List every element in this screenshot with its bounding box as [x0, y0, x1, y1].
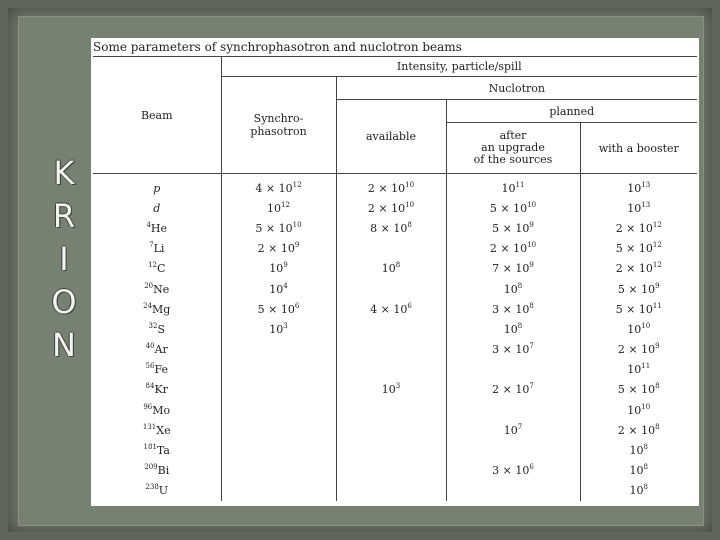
synchrophasotron-cell	[221, 420, 336, 440]
available-cell	[336, 440, 446, 460]
beam-parameters-table	[93, 56, 697, 501]
after-upgrade-cell	[446, 440, 580, 460]
table-row	[93, 218, 697, 238]
side-letter: N	[52, 326, 76, 364]
synchrophasotron-cell: $5 \times 10^{10}$	[221, 218, 336, 238]
available-cell: $2 \times 10^{10}$	[336, 198, 446, 218]
with-booster-cell: $10^8$	[580, 481, 697, 501]
after-upgrade-cell: $3 \times 10^7$	[446, 340, 580, 360]
table-row	[93, 198, 697, 218]
beam-cell: $^{20}$Ne	[144, 281, 170, 296]
after-upgrade-cell: $3 \times 10^6$	[446, 461, 580, 481]
table-row	[93, 360, 697, 380]
available-cell	[336, 420, 446, 440]
table-row	[93, 380, 697, 400]
available-cell	[336, 340, 446, 360]
beam-cell: $^{96}$Mo	[143, 402, 171, 417]
after-upgrade-cell	[446, 481, 580, 501]
available-cell	[336, 481, 446, 501]
side-letter: I	[59, 240, 69, 278]
synchrophasotron-cell: $10^9$	[221, 259, 336, 279]
synchrophasotron-cell: $4 \times 10^{12}$	[221, 174, 336, 199]
header-available: available	[336, 100, 446, 174]
table-row	[93, 174, 697, 199]
after-upgrade-cell	[446, 400, 580, 420]
with-booster-cell: $10^8$	[580, 440, 697, 460]
beam-cell: $^{12}$C	[148, 261, 166, 276]
after-upgrade-cell: $5 \times 10^9$	[446, 218, 580, 238]
synchrophasotron-cell: $10^{12}$	[221, 198, 336, 218]
with-booster-cell: $5 \times 10^9$	[580, 279, 697, 299]
table-row	[93, 340, 697, 360]
synchrophasotron-cell	[221, 380, 336, 400]
beam-cell: $^{209}$Bi	[144, 463, 170, 478]
after-upgrade-cell: $10^8$	[446, 319, 580, 339]
synchrophasotron-cell: $10^4$	[221, 279, 336, 299]
side-letter: R	[52, 197, 76, 235]
header-beam: Beam	[93, 57, 221, 174]
table-row	[93, 440, 697, 460]
table-row	[93, 420, 697, 440]
table-row	[93, 239, 697, 259]
after-upgrade-cell: $3 \times 10^8$	[446, 299, 580, 319]
available-cell	[336, 400, 446, 420]
with-booster-cell: $10^{13}$	[580, 174, 697, 199]
synchrophasotron-cell	[221, 400, 336, 420]
with-booster-cell: $2 \times 10^9$	[580, 340, 697, 360]
available-cell: $8 \times 10^8$	[336, 218, 446, 238]
after-upgrade-cell: $7 \times 10^9$	[446, 259, 580, 279]
beam-cell: d	[153, 201, 161, 215]
synchrophasotron-cell	[221, 360, 336, 380]
available-cell	[336, 279, 446, 299]
synchrophasotron-cell	[221, 340, 336, 360]
side-letter: O	[51, 283, 77, 321]
with-booster-cell: $10^8$	[580, 461, 697, 481]
after-upgrade-cell: $2 \times 10^7$	[446, 380, 580, 400]
with-booster-cell: $2 \times 10^8$	[580, 420, 697, 440]
with-booster-cell: $10^{10}$	[580, 400, 697, 420]
header-intensity: Intensity, particle/spill	[221, 57, 697, 77]
available-cell	[336, 461, 446, 481]
after-upgrade-cell	[446, 360, 580, 380]
header-nuclotron: Nuclotron	[336, 77, 697, 100]
beam-cell: $^{181}$Ta	[143, 443, 170, 458]
with-booster-cell: $5 \times 10^{12}$	[580, 239, 697, 259]
with-booster-cell: $5 \times 10^8$	[580, 380, 697, 400]
available-cell: $10^3$	[336, 380, 446, 400]
after-upgrade-cell: $5 \times 10^{10}$	[446, 198, 580, 218]
header-synchrophasotron: Synchro- phasotron	[221, 77, 336, 174]
beam-cell: $^{24}$Mg	[143, 301, 171, 316]
beam-cell: $^4$He	[146, 220, 168, 235]
synchrophasotron-cell: $10^3$	[221, 319, 336, 339]
beam-cell: $^{238}$U	[145, 483, 169, 498]
beam-cell: $^{131}$Xe	[142, 422, 171, 437]
table-row	[93, 400, 697, 420]
table-caption: Some parameters of synchrophasotron and nuclotron beams	[93, 40, 462, 54]
beam-cell: $^{84}$Kr	[145, 382, 168, 397]
available-cell	[336, 239, 446, 259]
header-planned: planned	[446, 100, 697, 123]
header-with-booster: with a booster	[580, 123, 697, 174]
available-cell	[336, 319, 446, 339]
with-booster-cell: $10^{10}$	[580, 319, 697, 339]
available-cell: $4 \times 10^6$	[336, 299, 446, 319]
synchrophasotron-cell: $5 \times 10^6$	[221, 299, 336, 319]
scanned-document	[91, 38, 699, 506]
with-booster-cell: $2 \times 10^{12}$	[580, 218, 697, 238]
after-upgrade-cell: $2 \times 10^{10}$	[446, 239, 580, 259]
side-title-krion	[44, 152, 84, 367]
available-cell: $10^8$	[336, 259, 446, 279]
synchrophasotron-cell: $2 \times 10^9$	[221, 239, 336, 259]
table-row	[93, 259, 697, 279]
with-booster-cell: $2 \times 10^{12}$	[580, 259, 697, 279]
table-row	[93, 279, 697, 299]
synchrophasotron-cell	[221, 481, 336, 501]
available-cell	[336, 360, 446, 380]
synchrophasotron-cell	[221, 440, 336, 460]
table-row	[93, 461, 697, 481]
after-upgrade-cell: $10^7$	[446, 420, 580, 440]
table-row	[93, 319, 697, 339]
header-after-upgrade: after an upgrade of the sources	[446, 123, 580, 174]
with-booster-cell: $10^{13}$	[580, 198, 697, 218]
beam-cell: $^{32}$S	[148, 321, 165, 336]
with-booster-cell: $10^{11}$	[580, 360, 697, 380]
with-booster-cell: $5 \times 10^{11}$	[580, 299, 697, 319]
table-row	[93, 299, 697, 319]
after-upgrade-cell: $10^{11}$	[446, 174, 580, 199]
after-upgrade-cell: $10^8$	[446, 279, 580, 299]
table-row	[93, 481, 697, 501]
beam-cell: p	[153, 181, 161, 195]
side-letter: K	[53, 154, 75, 192]
beam-cell: $^{56}$Fe	[145, 362, 168, 377]
beam-cell: $^{40}$Ar	[145, 342, 168, 357]
beam-cell: $^7$Li	[149, 241, 165, 256]
available-cell: $2 \times 10^{10}$	[336, 174, 446, 199]
synchrophasotron-cell	[221, 461, 336, 481]
